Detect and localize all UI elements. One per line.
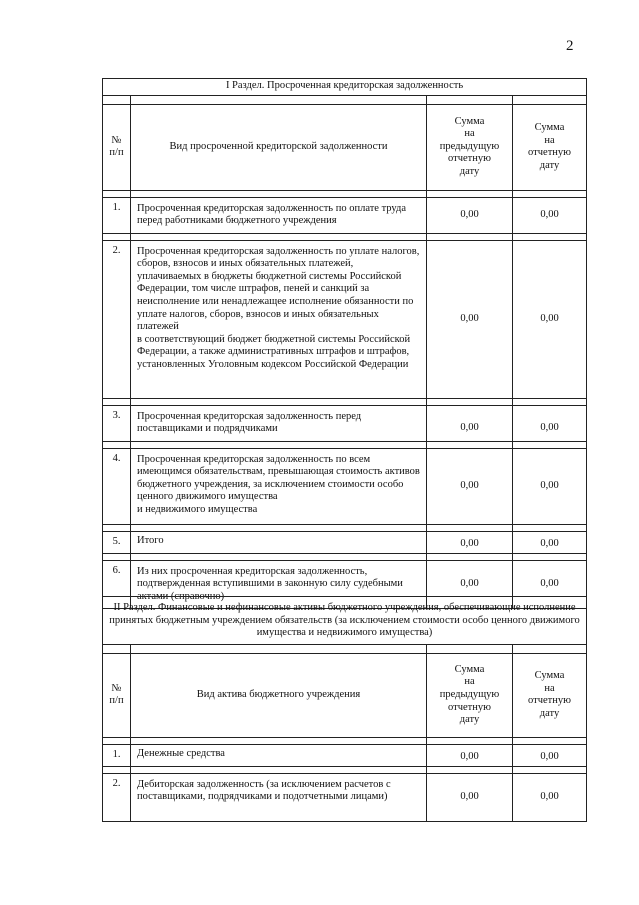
row-prev-value: 0,00 xyxy=(427,744,513,766)
table-row xyxy=(103,531,587,553)
row-curr-value: 0,00 xyxy=(513,448,587,524)
row-curr-value: 0,00 xyxy=(513,531,587,553)
table-row xyxy=(103,744,587,766)
table-row xyxy=(103,197,587,233)
row-number: 3. xyxy=(103,405,131,441)
col-num-header: № п/п xyxy=(103,104,131,190)
gap-row xyxy=(103,441,587,448)
gap-row xyxy=(103,190,587,197)
col-num-header: № п/п xyxy=(103,653,131,737)
overdue-payables-table xyxy=(102,78,587,609)
row-number: 6. xyxy=(103,560,131,608)
row-number: 2. xyxy=(103,240,131,398)
col-curr-header: Сумма на отчетную дату xyxy=(513,653,587,737)
section1-title: I Раздел. Просроченная кредиторская задолженность xyxy=(103,79,587,96)
page-number: 2 xyxy=(566,38,574,54)
row-description: Просроченная кредиторская задолженность по уплате налогов, сборов, взносов и иных обязательных платежей, уплачиваемых в бюджеты бюджетной системы Российской Федерации, том числе штрафов, пеней и санкций за неисполнение или ненадлежащее исполнение обязанности по уплате налогов, сборов, взносов и иных обязательных платежей в соответствующий бюджет бюджетной системы Российской Федерации, а также административных штрафов и штрафов, установленных Уголовным кодексом Российской Федерации xyxy=(131,240,427,398)
table-row xyxy=(103,773,587,821)
row-description: Денежные средства xyxy=(131,744,427,766)
row-description: Просроченная кредиторская задолженность по всем имеющимся обязательствам, превышающая стоимость активов бюджетного учреждения, за исключением стоимости особо ценного движимого имущества и недвижимого имущества xyxy=(131,448,427,524)
row-description: Дебиторская задолженность (за исключением расчетов с поставщиками, подрядчиками и подотчетными лицами) xyxy=(131,773,427,821)
table-row xyxy=(103,448,587,524)
gap-row xyxy=(103,233,587,240)
row-curr-value: 0,00 xyxy=(513,744,587,766)
col-prev-header: Сумма на предыдущую отчетную дату xyxy=(427,104,513,190)
section2-title: II Раздел. Финансовые и нефинансовые активы бюджетного учреждения, обеспечивающие исполнение принятых бюджетным учреждением обязательств (за исключением стоимости особо ценного движимого имущества и недвижимого имущества) xyxy=(103,597,587,645)
header-row xyxy=(103,104,587,190)
row-curr-value: 0,00 xyxy=(513,405,587,441)
row-number: 5. xyxy=(103,531,131,553)
row-curr-value: 0,00 xyxy=(513,197,587,233)
table-row xyxy=(103,405,587,441)
row-prev-value: 0,00 xyxy=(427,560,513,608)
gap-row xyxy=(103,398,587,405)
col-kind-header: Вид просроченной кредиторской задолженности xyxy=(131,104,427,190)
header-spacer-row xyxy=(103,644,587,653)
header-row xyxy=(103,653,587,737)
row-prev-value: 0,00 xyxy=(427,405,513,441)
table-row xyxy=(103,240,587,398)
col-curr-header: Сумма на отчетную дату xyxy=(513,104,587,190)
assets-table xyxy=(102,596,587,822)
gap-row xyxy=(103,524,587,531)
gap-row xyxy=(103,553,587,560)
row-curr-value: 0,00 xyxy=(513,560,587,608)
gap-row xyxy=(103,737,587,744)
row-number: 2. xyxy=(103,773,131,821)
row-prev-value: 0,00 xyxy=(427,197,513,233)
row-curr-value: 0,00 xyxy=(513,240,587,398)
row-prev-value: 0,00 xyxy=(427,773,513,821)
gap-row xyxy=(103,766,587,773)
row-curr-value: 0,00 xyxy=(513,773,587,821)
row-number: 1. xyxy=(103,744,131,766)
row-prev-value: 0,00 xyxy=(427,240,513,398)
row-description: Просроченная кредиторская задолженность по оплате труда перед работниками бюджетного учреждения xyxy=(131,197,427,233)
row-description: Итого xyxy=(131,531,427,553)
row-prev-value: 0,00 xyxy=(427,531,513,553)
row-description: Просроченная кредиторская задолженность перед поставщиками и подрядчиками xyxy=(131,405,427,441)
col-prev-header: Сумма на предыдущую отчетную дату xyxy=(427,653,513,737)
row-number: 4. xyxy=(103,448,131,524)
row-description: Из них просроченная кредиторская задолженность, подтвержденная вступившими в законную силу судебными актами (справочно) xyxy=(131,560,427,608)
col-kind-header: Вид актива бюджетного учреждения xyxy=(131,653,427,737)
row-prev-value: 0,00 xyxy=(427,448,513,524)
header-spacer-row xyxy=(103,95,587,104)
row-number: 1. xyxy=(103,197,131,233)
